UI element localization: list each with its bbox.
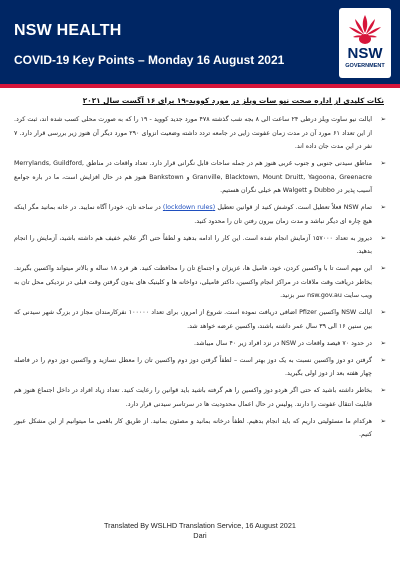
list-item-text: تمام NSW فعلاً تعطیل است. کوشش کنید از قوانین تعطیل <box>215 204 373 211</box>
lockdown-rules-link[interactable]: (lockdown rules) <box>162 204 216 211</box>
footer-translation-credit: Translated By WSLHD Translation Service, 16 August 2021 <box>104 521 296 530</box>
arrow-bullet-icon: ➢ <box>380 338 386 347</box>
arrow-bullet-icon: ➢ <box>380 386 386 394</box>
list-item-text: بخاطر داشته باشید که حتی اگر هردو دوز واکسین را هم گرفته باشید باید قوانین را رعایت کنید. تعداد زیاد افراد در داخل اجتماع هنوز هم قابلیت انتقال عفونت را دارند. پولیس در حال اعمال محدودیت ها در سرتاسر سیدنی قرار دارد. <box>14 387 372 408</box>
page-footer <box>0 521 400 541</box>
list-item-text: هرکدام ما مسئولیتی داریم که باید انجام بدهیم. لطفاً درخانه بمانید و مصئون بمانید. از طریق کار باهمی ما میتوانیم از این مشکل عبور کنیم. <box>14 417 372 438</box>
arrow-bullet-icon: ➢ <box>380 308 386 316</box>
list-item <box>14 232 388 259</box>
list-item-text: گرفتن دو دوز واکسین نسبت به یک دوز بهتر است – لطفاً گرفتن دوز دوم واکسین تان را معطل نسازید و واکسین دوز دوم را در فاصله چهار هفته بعد از دوز اولی بگیرید. <box>14 356 372 377</box>
list-item <box>14 384 388 411</box>
arrow-bullet-icon: ➢ <box>380 159 386 167</box>
list-item-text: در حدود ۷۰ فیصد واقعات در NSW در نزد افراد زیر ۴۰ سال میباشد. <box>194 339 372 347</box>
list-item-text: دیروز به تعداد ۱۵۷۰۰۰ آزمایش انجام شده است. این کار را ادامه بدهید و لطفاً حتی اگر علایم خفیف هم داشته باشید، آزمایش را انجام بدهید. <box>14 234 372 255</box>
list-item <box>14 306 388 333</box>
list-item-text: مناطق سیدنی جنوبی و جنوب غربی هنوز هم در جمله ساحات قابل نگرانی قرار دارد. تعداد واقعات در مناطق Merrylands, Guildford, Granville, Blacktown, Mount Druitt, Yagoona, Greenacre و Bankstown هنوز هم در حال افزایش است، ما در باره جوامع آسیب پذیر در Dubbo و Walgett هم خیلی نگران هستیم. <box>14 160 372 194</box>
logo-subtext: GOVERNMENT <box>345 63 385 69</box>
list-item <box>14 415 388 442</box>
header-subtitle: COVID-19 Key Points – Monday 16 August 2021 <box>14 53 285 67</box>
arrow-bullet-icon: ➢ <box>380 416 386 425</box>
footer-language: Dari <box>193 531 207 540</box>
list-item-text: ایالت نیو ساوت ویلز درطی ۲۴ ساعت الی ۸ بجه شب گذشته ۴۷۸ مورد جدید کووید - ۱۹ را که به صورت محلی کسب شده اند، ثبت کرد. از این تعداد ۶۱ مورد آن در مدت زمان عفونت زایی در جامعه تردد داشته وضعیت انزوای ۲۹۰ مورد دیگر آن هنوز زیر بررسی قرار دارد. ۷ نفر در این مدت جان داده اند. <box>14 116 373 150</box>
header-accent-bar <box>0 84 400 88</box>
list-item <box>14 157 388 198</box>
page-header <box>0 0 400 84</box>
list-item <box>14 113 388 154</box>
nsw-government-logo <box>339 8 391 78</box>
waratah-flower-icon <box>347 13 383 45</box>
key-points-list <box>14 113 388 445</box>
list-item <box>14 201 388 228</box>
list-item <box>14 262 388 303</box>
arrow-bullet-icon: ➢ <box>380 264 386 272</box>
list-item <box>14 337 388 351</box>
list-item-text: در ساحه تان، خودرا آگاه نمایید. در خانه بمانید مگر اینکه هیچ چاره ای دیگر نباشد و مدت زمان بیرون رفتن تان را محدود کنید. <box>14 204 372 225</box>
arrow-bullet-icon: ➢ <box>380 355 386 364</box>
logo-text: NSW <box>347 45 383 62</box>
list-item-text: این مهم است تا با واکسین کردن، خود، فامیل ها، عزیزان و اجتماع تان را محافظت کنید. هر فرد ۱۸ ساله و بالاتر میتواند واکسین بگیرند. بخاطر دریافت وقت ملاقات در مراکز انجام واکسین، داکتر فامیلی، دواخانه ها و کلینیک های بدون گرفتن وقت قبلی در نزدیکی محل تان به ویب سایت nsw.gov.au سر بزنید. <box>14 265 372 299</box>
list-item <box>14 354 388 381</box>
arrow-bullet-icon: ➢ <box>380 233 386 242</box>
arrow-bullet-icon: ➢ <box>380 203 386 211</box>
header-title: NSW HEALTH <box>14 22 122 39</box>
document-title: نکات کلیدی از اداره صحت نیو سات ویلز در مورد کووید-۱۹ برای ۱۶ آگست سال ۲۰۲۱ <box>82 96 384 105</box>
list-item-text: ایالت NSW واکسین Pfizer اضافی دریافت نموده است. شروع از امروز، برای تعداد ۱۰۰۰۰۰ نفرکارمندان مجاز در بزرگ شهر سیدنی که بین سنین ۱۶ الی ۳۹ سال عمر داشته باشند، واکسین عرضه خواهد شد. <box>14 309 372 330</box>
arrow-bullet-icon: ➢ <box>380 115 386 123</box>
